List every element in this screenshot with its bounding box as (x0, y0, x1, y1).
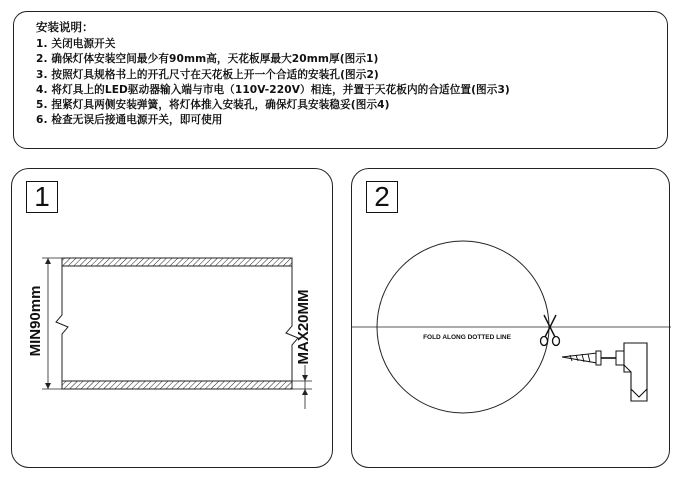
instruction-step: 1. 关闭电源开关 (36, 38, 116, 50)
instructions-title: 安装说明： (36, 20, 94, 34)
instruction-step: 5. 捏紧灯具两侧安装弹簧，将灯体推入安装孔，确保灯具安装稳妥(图示4) (36, 99, 390, 112)
min-arrow-bottom (45, 383, 51, 389)
min-height-label: MIN90mm (27, 285, 44, 357)
figure-1-panel (11, 168, 333, 468)
scissors-icon (541, 315, 560, 346)
cutout-diagram (352, 169, 671, 469)
max-thickness-label: MAX20MM (295, 289, 312, 365)
left-wall-line (56, 266, 68, 381)
ceiling-top-band (62, 258, 292, 266)
screw-icon (562, 351, 601, 365)
max-arrow-top (302, 375, 308, 381)
figure-number-badge: 1 (26, 181, 58, 213)
instructions-list (36, 37, 510, 129)
figure-2-panel (351, 168, 670, 468)
fold-label: FOLD ALONG DOTTED LINE (423, 334, 511, 341)
min-arrow-top (45, 258, 51, 264)
ceiling-diagram (12, 169, 334, 469)
ceiling-bottom-band (62, 381, 292, 389)
max-arrow-bottom (302, 389, 308, 395)
instruction-step: 2. 确保灯体安装空间最少有90mm高，天花板厚最大20mm厚(图示1) (36, 53, 379, 66)
instruction-step: 3. 按照灯具规格书上的开孔尺寸在天花板上开一个合适的安装孔(图示2) (36, 68, 379, 81)
instruction-step: 6. 检查无误后接通电源开关，即可使用 (36, 114, 223, 127)
instructions-box (13, 11, 668, 149)
figure-number-badge: 2 (366, 181, 398, 213)
screwdriver-icon (601, 343, 647, 401)
instruction-step: 4. 将灯具上的LED驱动器输入端与市电（110V-220V）相连，并置于天花板内的合适位置(图示3) (36, 83, 510, 96)
